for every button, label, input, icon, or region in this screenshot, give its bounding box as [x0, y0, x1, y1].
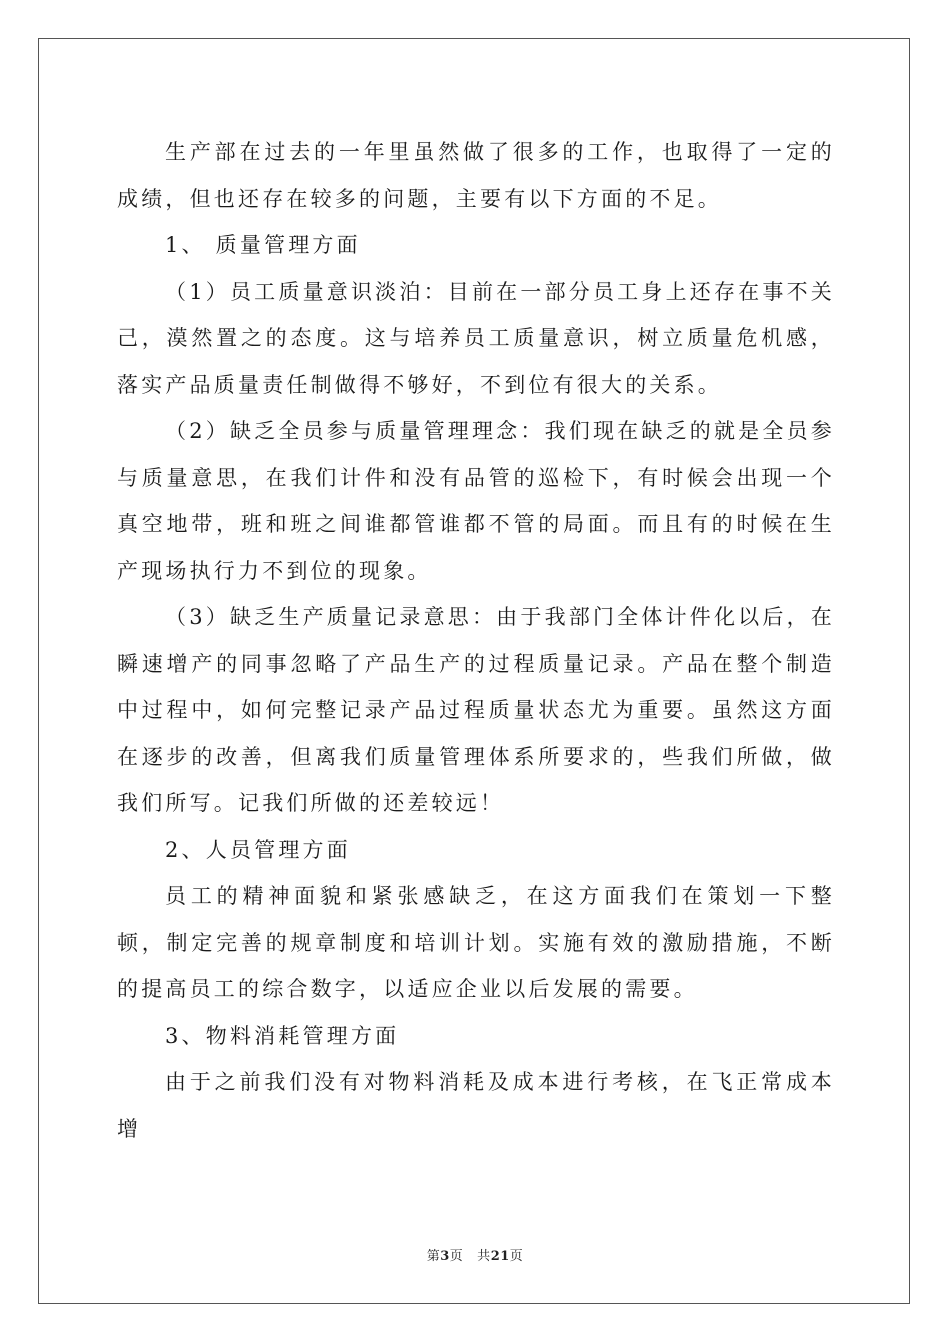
document-body [117, 129, 835, 1152]
paragraph-intro: 生产部在过去的一年里虽然做了很多的工作，也取得了一定的成绩，但也还存在较多的问题，主要有以下方面的不足。 [117, 140, 835, 211]
page-number: 3 [440, 1249, 450, 1264]
page-prefix: 第 [426, 1249, 441, 1264]
total-prefix: 共 [477, 1249, 491, 1264]
paragraph-quality-awareness: （1）员工质量意识淡泊：目前在一部分员工身上还存在事不关己，漠然置之的态度。这与培养员工质量意识，树立质量危机感，落实产品质量责任制做得不够好，不到位有很大的关系。 [117, 279, 835, 397]
total-pages: 21 [490, 1249, 510, 1264]
paragraph-personnel: 员工的精神面貌和紧张感缺乏，在这方面我们在策划一下整顿，制定完善的规章制度和培训计划。实施有效的激励措施，不断的提高员工的综合数字，以适应企业以后发展的需要。 [117, 884, 835, 1001]
total-suffix: 页 [509, 1249, 524, 1264]
page-footer [0, 1245, 950, 1264]
heading-quality-management: 1、 质量管理方面 [165, 233, 361, 257]
page-suffix: 页 [449, 1249, 464, 1264]
paragraph-full-participation: （2）缺乏全员参与质量管理理念：我们现在缺乏的就是全员参与质量意思，在我们计件和没有品管的巡检下，有时候会出现一个真空地带，班和班之间谁都管谁都不管的局面。而且有的时候在生产现场执行力不到位的现象。 [117, 419, 835, 583]
heading-personnel-management: 2、人员管理方面 [165, 837, 351, 862]
paragraph-quality-records: （3）缺乏生产质量记录意思：由于我部门全体计件化以后，在瞬速增产的同事忽略了产品生产的过程质量记录。产品在整个制造中过程中，如何完整记录产品过程质量状态尤为重要。虽然这方面在逐步的改善，但离我们质量管理体系所要求的，些我们所做，做我们所写。记我们所做的还差较远！ [117, 605, 835, 815]
paragraph-material: 由于之前我们没有对物料消耗及成本进行考核，在飞正常成本增 [117, 1070, 835, 1141]
heading-material-consumption: 3、物料消耗管理方面 [165, 1023, 400, 1048]
